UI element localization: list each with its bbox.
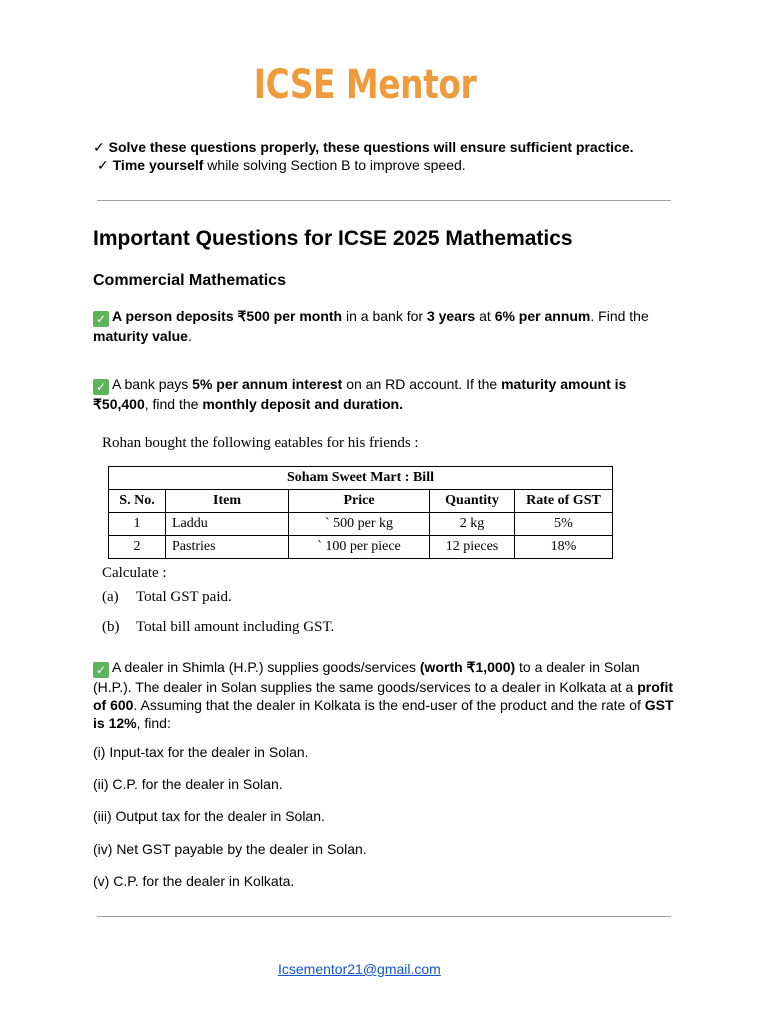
q3-text-2: . Assuming that the dealer in Kolkata is the end-user of the product and the rate of	[133, 697, 645, 713]
calc-part-text: Total GST paid.	[136, 589, 232, 605]
q2-text-0: A bank pays	[112, 376, 193, 392]
divider-top	[97, 200, 671, 201]
q1-bold-3: 6% per annum	[494, 308, 591, 324]
bill-table-title: Soham Sweet Mart : Bill	[109, 467, 613, 490]
header-cell: Price	[289, 490, 430, 513]
calc-part-label: (b)	[102, 619, 120, 635]
calc-part-a	[102, 589, 232, 606]
header-cell: S. No.	[109, 490, 166, 513]
q3-bold-3: GST is 12%	[93, 697, 674, 731]
q1-bold-1: A person deposits ₹500 per month	[112, 308, 343, 324]
sub-question: (ii) C.P. for the dealer in Solan.	[93, 776, 283, 792]
q1-text-3: . Find the	[590, 308, 649, 324]
tip-2-bold: Time yourself	[112, 157, 204, 173]
check-box-icon: ✓	[93, 311, 109, 327]
question-1	[93, 307, 678, 345]
logo: ICSE Mentor	[253, 62, 477, 108]
table-cell: 18%	[515, 536, 613, 559]
table-row	[109, 536, 613, 559]
q2-bold-1: 5% per annum interest	[192, 376, 343, 392]
q3-text-3: , find:	[136, 715, 171, 731]
scan-intro: Rohan bought the following eatables for his friends :	[102, 435, 419, 451]
q1-text-2: at	[475, 308, 495, 324]
question-2	[93, 375, 678, 413]
table-cell: 1	[109, 513, 166, 536]
email-link[interactable]: Icsementor21@gmail.com	[278, 961, 441, 977]
calc-part-label: (a)	[102, 589, 119, 605]
q2-bold-2: maturity amount is ₹50,400	[93, 376, 627, 412]
tick-icon: ✓	[97, 157, 109, 173]
header-cell: Quantity	[430, 490, 515, 513]
table-cell: ` 100 per piece	[289, 536, 430, 559]
calc-part-b	[102, 619, 334, 636]
table-cell: ` 500 per kg	[289, 513, 430, 536]
bill-table-header-row	[109, 490, 613, 513]
q2-text-1: on an RD account. If the	[342, 376, 502, 392]
q1-bold-2: 3 years	[426, 308, 476, 324]
tip-2-text: while solving Section B to improve speed.	[203, 157, 466, 173]
table-cell: 12 pieces	[430, 536, 515, 559]
q3-text-1: to a dealer in Solan (H.P.). The dealer in Solan supplies the same goods/services to a dealer in Kolkata at a	[93, 659, 640, 695]
table-row	[109, 513, 613, 536]
sub-question: (iii) Output tax for the dealer in Solan.	[93, 808, 325, 824]
q3-text-0: A dealer in Shimla (H.P.) supplies goods/services	[112, 659, 420, 675]
table-cell: Pastries	[166, 536, 289, 559]
sub-question: (iv) Net GST payable by the dealer in Solan.	[93, 841, 367, 857]
table-cell: 5%	[515, 513, 613, 536]
tip-1	[93, 138, 634, 156]
header-cell: Rate of GST	[515, 490, 613, 513]
q2-bold-3: monthly deposit and duration.	[202, 396, 403, 412]
section-heading: Commercial Mathematics	[93, 272, 286, 289]
table-cell: 2 kg	[430, 513, 515, 536]
sub-question: (i) Input-tax for the dealer in Solan.	[93, 744, 309, 760]
q2-text-2: , find the	[144, 396, 203, 412]
tick-icon: ✓	[93, 139, 105, 155]
q3-bold-1: (worth ₹1,000)	[419, 659, 516, 675]
q1-text-4: .	[187, 328, 192, 344]
check-box-icon: ✓	[93, 662, 109, 678]
check-box-icon: ✓	[93, 379, 109, 395]
table-cell: 2	[109, 536, 166, 559]
page-title: Important Questions for ICSE 2025 Mathematics	[93, 227, 573, 250]
sub-question: (v) C.P. for the dealer in Kolkata.	[93, 873, 295, 889]
calculate-label: Calculate :	[102, 565, 167, 581]
divider-bottom	[97, 916, 671, 917]
q1-text-1: in a bank for	[342, 308, 427, 324]
q3-bold-2: profit of 600	[93, 679, 674, 713]
q1-bold-4: maturity value	[93, 328, 188, 344]
table-cell: Laddu	[166, 513, 289, 536]
header-cell: Item	[166, 490, 289, 513]
calc-part-text: Total bill amount including GST.	[136, 619, 335, 635]
bill-table	[108, 466, 613, 559]
question-3	[93, 658, 678, 732]
tip-2	[97, 156, 466, 174]
tip-1-bold: Solve these questions properly, these questions will ensure sufficient practice.	[108, 139, 634, 155]
